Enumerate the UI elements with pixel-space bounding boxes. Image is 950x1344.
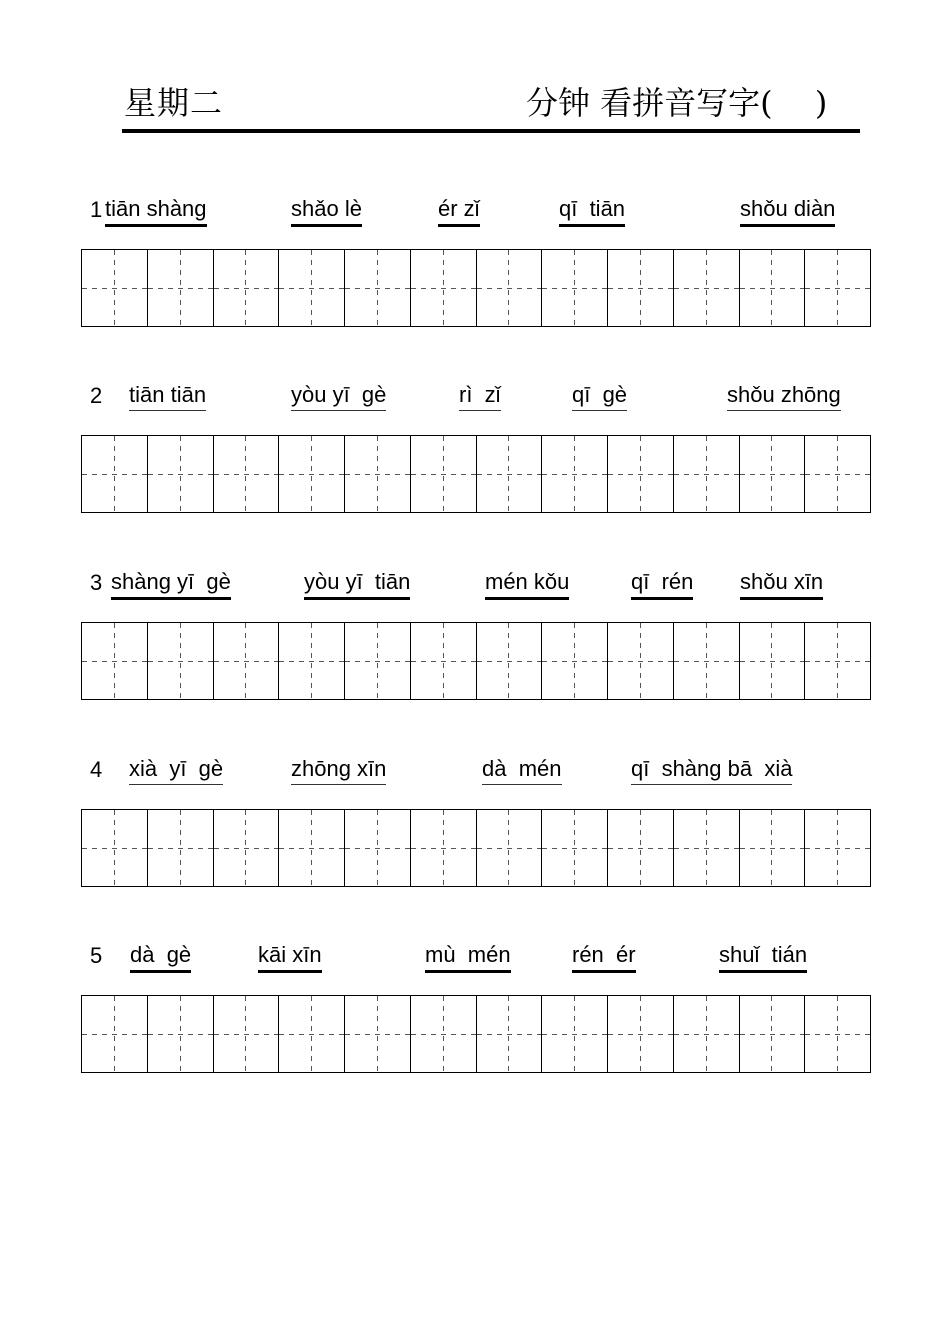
writing-cell[interactable] [148,623,214,699]
writing-cell[interactable] [805,250,870,326]
writing-cell[interactable] [279,996,345,1072]
writing-cell[interactable] [740,996,806,1072]
writing-cell[interactable] [740,810,806,886]
writing-cell[interactable] [345,996,411,1072]
writing-cell[interactable] [345,436,411,512]
writing-cell[interactable] [542,623,608,699]
writing-cell[interactable] [674,436,740,512]
pinyin-word: mù mén [425,942,511,973]
pinyin-word: yòu yī tiān [304,569,410,600]
pinyin-word: dà mén [482,756,562,785]
pinyin-word: tiān tiān [129,382,206,411]
writing-grid[interactable] [81,435,871,513]
writing-cell[interactable] [411,623,477,699]
writing-cell[interactable] [805,436,870,512]
pinyin-word: shǎo lè [291,196,362,227]
writing-cell[interactable] [214,250,280,326]
pinyin-word: xià yī gè [129,756,223,785]
writing-cell[interactable] [82,810,148,886]
writing-cell[interactable] [805,810,870,886]
pinyin-word: rì zǐ [459,382,501,411]
writing-cell[interactable] [345,623,411,699]
writing-cell[interactable] [740,250,806,326]
writing-cell[interactable] [542,250,608,326]
writing-cell[interactable] [608,996,674,1072]
writing-cell[interactable] [214,996,280,1072]
pinyin-word: shuǐ tián [719,942,807,973]
writing-cell[interactable] [82,436,148,512]
writing-cell[interactable] [411,436,477,512]
pinyin-word: shǒu diàn [740,196,835,227]
writing-cell[interactable] [542,810,608,886]
writing-cell[interactable] [279,623,345,699]
writing-cell[interactable] [477,996,543,1072]
writing-cell[interactable] [411,810,477,886]
writing-cell[interactable] [608,250,674,326]
pinyin-word: yòu yī gè [291,382,386,411]
pinyin-word: shàng yī gè [111,569,231,600]
writing-grid[interactable] [81,995,871,1073]
pinyin-word: ér zǐ [438,196,480,227]
pinyin-word: zhōng xīn [291,756,386,785]
writing-cell[interactable] [805,996,870,1072]
pinyin-word: shǒu xīn [740,569,823,600]
writing-grid[interactable] [81,809,871,887]
pinyin-word: shǒu zhōng [727,382,841,411]
writing-cell[interactable] [542,436,608,512]
writing-cell[interactable] [411,996,477,1072]
writing-cell[interactable] [805,623,870,699]
row-number: 3 [90,570,103,595]
writing-cell[interactable] [279,810,345,886]
pinyin-word: dà gè [130,942,191,973]
pinyin-word: qī gè [572,382,627,411]
row-number: 1 [90,197,103,222]
writing-cell[interactable] [82,250,148,326]
writing-cell[interactable] [279,250,345,326]
writing-cell[interactable] [477,623,543,699]
writing-cell[interactable] [148,436,214,512]
writing-cell[interactable] [148,996,214,1072]
writing-cell[interactable] [740,436,806,512]
pinyin-word: tiān shàng [105,196,207,227]
writing-cell[interactable] [674,810,740,886]
writing-cell[interactable] [477,810,543,886]
row-number: 4 [90,757,103,782]
writing-cell[interactable] [740,623,806,699]
writing-cell[interactable] [477,250,543,326]
pinyin-word: qī tiān [559,196,625,227]
writing-grid[interactable] [81,249,871,327]
pinyin-word: mén kǒu [485,569,569,600]
writing-cell[interactable] [411,250,477,326]
pinyin-word: qī shàng bā xià [631,756,792,785]
writing-cell[interactable] [608,436,674,512]
row-number: 2 [90,383,103,408]
header-rule [122,129,860,133]
day-label: 星期二 [124,84,224,122]
writing-cell[interactable] [214,623,280,699]
writing-cell[interactable] [477,436,543,512]
worksheet-title: 分钟 看拼音写字( ) [526,84,828,122]
writing-cell[interactable] [674,623,740,699]
pinyin-word: kāi xīn [258,942,322,973]
pinyin-word: qī rén [631,569,693,600]
writing-cell[interactable] [82,996,148,1072]
writing-cell[interactable] [345,810,411,886]
writing-cell[interactable] [279,436,345,512]
writing-cell[interactable] [674,250,740,326]
writing-cell[interactable] [674,996,740,1072]
writing-cell[interactable] [214,436,280,512]
writing-grid[interactable] [81,622,871,700]
writing-cell[interactable] [148,810,214,886]
writing-cell[interactable] [148,250,214,326]
writing-cell[interactable] [345,250,411,326]
pinyin-word: rén ér [572,942,636,973]
writing-cell[interactable] [82,623,148,699]
writing-cell[interactable] [608,623,674,699]
writing-cell[interactable] [608,810,674,886]
row-number: 5 [90,943,103,968]
writing-cell[interactable] [214,810,280,886]
writing-cell[interactable] [542,996,608,1072]
